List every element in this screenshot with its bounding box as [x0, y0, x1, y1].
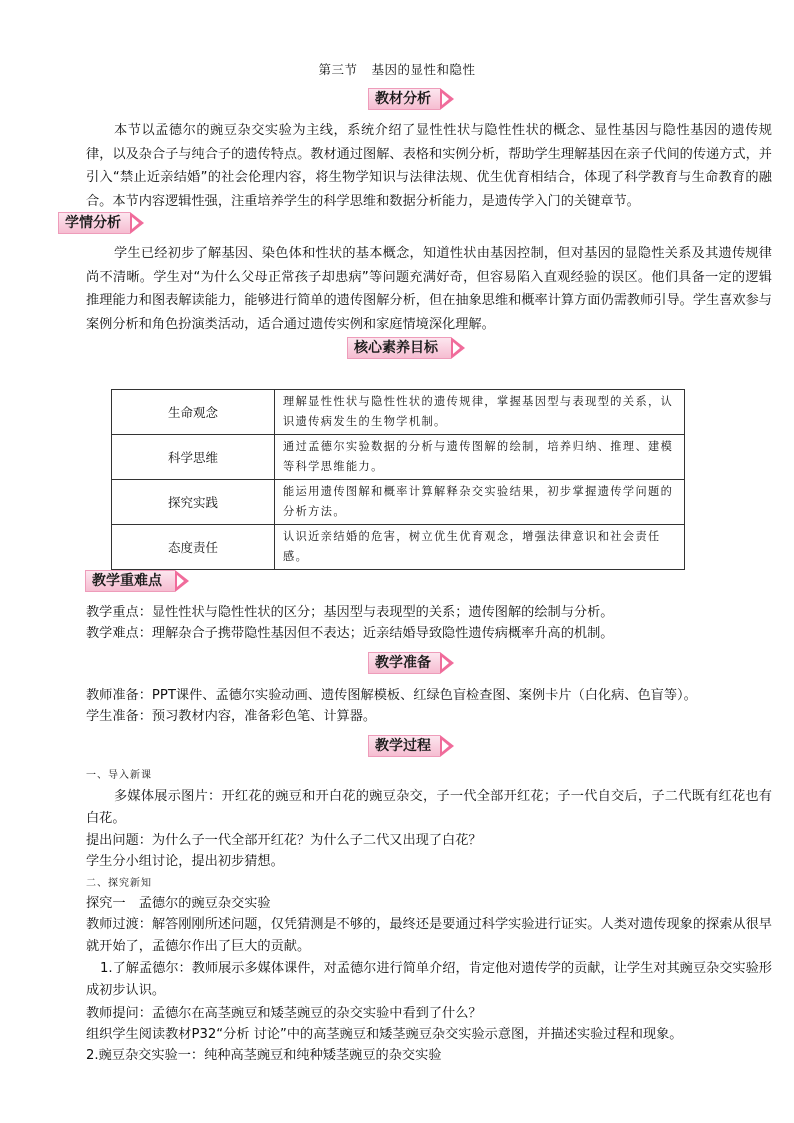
part1-title: 一、导入新课	[86, 770, 152, 781]
heading-process	[368, 735, 454, 757]
heading-learners-label: 学情分析	[65, 215, 121, 231]
inquiry1-title: 探究一 孟德尔的豌豆杂交实验	[86, 896, 271, 911]
heading-prep-label: 教学准备	[375, 655, 431, 671]
goals-table	[111, 389, 685, 570]
table-row	[112, 390, 685, 435]
step1-text: 1.了解孟德尔：教师展示多媒体课件，对孟德尔进行简单介绍，肯定他对遗传学的贡献，让学生对其豌豆杂交实验形成初步认识。	[86, 961, 772, 998]
discuss-text: 学生分小组讨论，提出初步猜想。	[86, 854, 284, 869]
heading-analysis-label: 教材分析	[375, 91, 431, 107]
key-difficulty: 教学难点：理解杂合子携带隐性基因但不表达；近亲结婚导致隐性遗传病概率升高的机制。	[86, 626, 614, 641]
heading-analysis	[368, 88, 454, 110]
learners-text: 学生已经初步了解基因、染色体和性状的基本概念，知道性状由基因控制，但对基因的显隐性关系及其遗传规律尚不清晰。学生对“为什么父母正常孩子却患病”等问题充满好奇，但容易陷入直观经验的误区。他们具备一定的逻辑推理能力和图表解读能力，能够进行简单的遗传图解分析，但在抽象思维和概率计算方面仍需教师引导。学生喜欢参与案例分析和角色扮演类活动，适合通过遗传实例和家庭情境深化理解。	[86, 246, 772, 332]
goal-key: 生命观念	[112, 390, 275, 435]
prep-teacher: 教师准备：PPT课件、孟德尔实验动画、遗传图解模板、红绿色盲检查图、案例卡片（白化病、色盲等）。	[86, 688, 697, 703]
organize-text: 组织学生阅读教材P32“分析 讨论”中的高茎豌豆和矮茎豌豆杂交实验示意图，并描述实验过程和现象。	[86, 1027, 683, 1042]
section-topic: 基因的显性和隐性	[371, 62, 476, 77]
table-row	[112, 525, 685, 570]
teacher-question: 教师提问：孟德尔在高茎豌豆和矮茎豌豆的杂交实验中看到了什么？	[86, 1006, 482, 1021]
intro-text: 多媒体展示图片：开红花的豌豆和开白花的豌豆杂交，子一代全部开红花；子一代自交后，子二代既有红花也有白花。	[86, 789, 772, 826]
heading-goals-label: 核心素养目标	[354, 340, 438, 356]
heading-prep	[368, 652, 454, 674]
part2-title: 二、探究新知	[86, 878, 152, 889]
prep-student: 学生准备：预习教材内容，准备彩色笔、计算器。	[86, 709, 377, 724]
goal-key: 探究实践	[112, 480, 275, 525]
heading-learners	[58, 212, 144, 234]
key-focus: 教学重点：显性性状与隐性性状的区分；基因型与表现型的关系；遗传图解的绘制与分析。	[86, 605, 614, 620]
heading-key-points	[85, 570, 189, 592]
heading-key-points-label: 教学重难点	[92, 573, 162, 589]
goal-key: 态度责任	[112, 525, 275, 570]
goal-value: 理解显性性状与隐性性状的遗传规律，掌握基因型与表现型的关系，认识遗传病发生的生物学机制。	[275, 390, 685, 435]
goal-value: 能运用遗传图解和概率计算解释杂交实验结果，初步掌握遗传学问题的分析方法。	[275, 480, 685, 525]
goal-value: 认识近亲结婚的危害，树立优生优育观念，增强法律意识和社会责任感。	[275, 525, 685, 570]
table-row	[112, 480, 685, 525]
question-text: 提出问题：为什么子一代全部开红花？为什么子二代又出现了白花？	[86, 833, 482, 848]
goal-value: 通过孟德尔实验数据的分析与遗传图解的绘制，培养归纳、推理、建模等科学思维能力。	[275, 435, 685, 480]
analysis-text: 本节以孟德尔的豌豆杂交实验为主线，系统介绍了显性性状与隐性性状的概念、显性基因与隐性基因的遗传规律，以及杂合子与纯合子的遗传特点。教材通过图解、表格和实例分析，帮助学生理解基因在亲子代间的传递方式，并引入“禁止近亲结婚”的社会伦理内容，将生物学知识与法律法规、优生优育相结合，体现了科学教育与生命教育的融合。本节内容逻辑性强，注重培养学生的科学思维和数据分析能力，是遗传学入门的关键章节。	[86, 123, 772, 209]
step2-text: 2.豌豆杂交实验一：纯种高茎豌豆和纯种矮茎豌豆的杂交实验	[86, 1048, 442, 1063]
heading-process-label: 教学过程	[375, 738, 431, 754]
section-number: 第三节	[318, 62, 358, 77]
goal-key: 科学思维	[112, 435, 275, 480]
page-title	[0, 60, 794, 78]
table-row	[112, 435, 685, 480]
heading-goals	[347, 337, 465, 359]
transition-text: 教师过渡：解答刚刚所述问题，仅凭猜测是不够的，最终还是要通过科学实验进行证实。人类对遗传现象的探索从很早就开始了，孟德尔作出了巨大的贡献。	[86, 917, 772, 954]
